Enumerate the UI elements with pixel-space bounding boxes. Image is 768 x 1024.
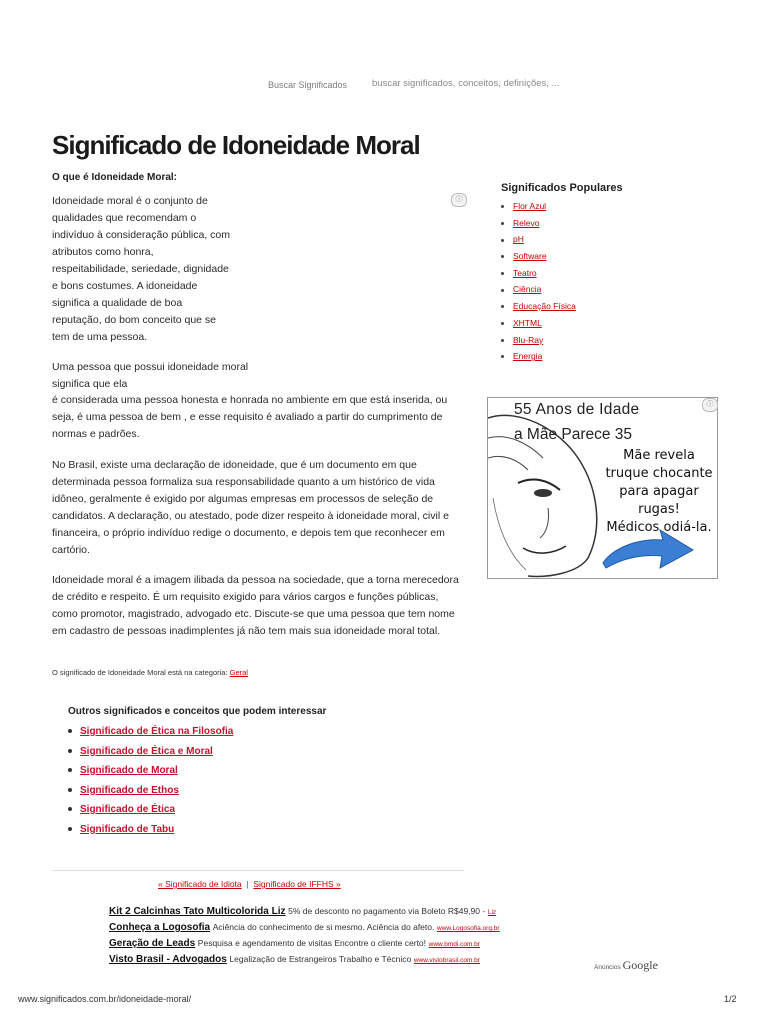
- banner-line: para apagar: [619, 484, 699, 499]
- text-ads: [109, 906, 500, 970]
- category-prefix: O significado de Idoneidade Moral está na categoria:: [52, 668, 228, 677]
- banner-headline-1: 55 Anos de Idade: [514, 401, 640, 418]
- ad-title[interactable]: Conheça a Logosofia: [109, 922, 211, 933]
- ad-info-icon[interactable]: ⓘ: [451, 193, 467, 207]
- bullet: [68, 749, 72, 753]
- ad-row: [109, 922, 500, 938]
- list-item: [68, 824, 233, 844]
- page-title: Significado de Idoneidade Moral: [52, 130, 420, 160]
- category-line: [52, 668, 248, 677]
- bullet: [501, 322, 504, 325]
- popular-link[interactable]: Flor Azul: [513, 201, 547, 211]
- popular-link[interactable]: Software: [513, 251, 547, 262]
- bullet: [501, 272, 504, 275]
- bullet: [501, 255, 504, 258]
- related-link[interactable]: Significado de Tabu: [80, 823, 175, 835]
- ad-desc: Legalização de Estrangeiros Trabalho e Técnico: [229, 954, 412, 964]
- popular-link[interactable]: Blu-Ray: [513, 334, 544, 345]
- list-item: [68, 765, 233, 785]
- ad-title[interactable]: Visto Brasil - Advogados: [109, 954, 227, 965]
- list-item: [68, 746, 233, 766]
- list-item: [501, 201, 576, 218]
- bullet: [68, 768, 72, 772]
- list-item: [68, 804, 233, 824]
- footer-url: www.significados.com.br/idoneidade-moral/: [18, 994, 192, 1004]
- bullet: [501, 222, 504, 225]
- list-item: [501, 351, 576, 368]
- list-item: [501, 251, 576, 268]
- search-input[interactable]: [372, 78, 632, 89]
- ads-by-google[interactable]: [594, 958, 658, 973]
- banner-ad[interactable]: [487, 397, 718, 579]
- list-item: [501, 318, 576, 335]
- article-subtitle: O que é Idoneidade Moral:: [52, 172, 178, 183]
- list-item: [501, 218, 576, 235]
- prev-link[interactable]: « Significado de Idiota: [158, 879, 242, 889]
- popular-link[interactable]: Teatro: [513, 267, 537, 278]
- banner-line: truque chocante: [605, 466, 713, 481]
- banner-line: Médicos odiá-la.: [606, 520, 712, 535]
- bullet: [501, 339, 504, 342]
- list-item: [68, 726, 233, 746]
- related-title: Outros significados e conceitos que podem interessar: [68, 706, 327, 717]
- paragraph-2-start: Uma pessoa que possui idoneidade moral significa que ela: [52, 361, 249, 390]
- bullet: [68, 729, 72, 733]
- banner-line: Mãe revela: [623, 448, 695, 463]
- ad-title[interactable]: Geração de Leads: [109, 938, 196, 949]
- bullet: [68, 827, 72, 831]
- ad-title[interactable]: Kit 2 Calcinhas Tato Multicolorida Liz: [109, 906, 286, 917]
- ad-row: [109, 906, 500, 922]
- category-link[interactable]: Geral: [229, 668, 248, 677]
- bullet: [501, 289, 504, 292]
- banner-line: rugas!: [638, 502, 680, 517]
- banner-headline-2: a Mãe Parece 35: [514, 426, 633, 443]
- search-label: Buscar Significados: [268, 80, 348, 90]
- ad-info-icon[interactable]: ⓘ: [702, 398, 718, 412]
- pager-separator: |: [246, 879, 249, 889]
- paragraph-1: Idoneidade moral é o conjunto de qualidades que recomendam o indivíduo à consideração pública, com atributos como honra, respeitabilidade, seriedade, dignidade e bons costumes. A idoneidade significa a qualidade de boa reputação, do bom conceito que se tem de uma pessoa.: [52, 195, 231, 343]
- bullet: [68, 788, 72, 792]
- ad-url[interactable]: www.Logosofia.org.br: [437, 925, 500, 932]
- ad-url[interactable]: Liz: [487, 909, 497, 916]
- popular-link[interactable]: Energia: [513, 351, 543, 362]
- popular-link[interactable]: XHTML: [513, 317, 542, 328]
- bullet: [501, 205, 504, 208]
- popular-link[interactable]: pH: [513, 234, 524, 245]
- related-link[interactable]: Significado de Ética e Moral: [80, 745, 213, 757]
- paragraph-3: No Brasil, existe uma declaração de idoneidade, que é um documento em que determinada pessoa formaliza sua responsabilidade quanto a um histórico de vida idôneo, geralmente é exigido por algumas empresas em processos de seleção de candidatos. A declaração, ou atestado, pode dizer respeito à idoneidade moral, civil e financeira, o próprio indivíduo redige o documento, e depois tem que reconhecer em cartório.: [52, 459, 449, 556]
- sidebar-title: Significados Populares: [501, 182, 623, 194]
- bullet: [68, 807, 72, 811]
- ad-url[interactable]: www.bmdi.com.br: [428, 941, 480, 948]
- pager: [158, 879, 341, 889]
- ad-url[interactable]: www.vistobrasil.com.br: [413, 957, 480, 964]
- popular-list: [501, 201, 576, 368]
- ad-row: [109, 954, 500, 970]
- bullet: [501, 239, 504, 242]
- list-item: [68, 785, 233, 805]
- ads-label: Anúncios: [594, 964, 621, 971]
- ad-row: [109, 938, 500, 954]
- related-link[interactable]: Significado de Ética: [80, 804, 176, 815]
- ad-desc: Aciência do conhecimento de si mesmo. Aciência do afeto.: [212, 922, 435, 932]
- popular-link[interactable]: Relevo: [513, 217, 540, 228]
- related-list: [68, 726, 233, 843]
- divider: [52, 870, 464, 871]
- ad-desc: 5% de desconto no pagamento via Boleto R$49,90 -: [288, 906, 486, 916]
- paragraph-2-rest: é considerada uma pessoa honesta e honrada no ambiente em que está inserida, ou seja, é uma pessoa de bem , e esse requisito é avaliado a partir do cumprimento de normas e padrões.: [52, 394, 448, 440]
- next-link[interactable]: Significado de IFFHS »: [253, 879, 341, 889]
- popular-link[interactable]: Ciência: [513, 284, 542, 295]
- related-link[interactable]: Significado de Ethos: [80, 784, 179, 796]
- popular-link[interactable]: Educação Física: [513, 301, 576, 312]
- bullet: [501, 305, 504, 308]
- paragraph-4: Idoneidade moral é a imagem ilibada da pessoa na sociedade, que a torna merecedora de crédito e respeito. É um requisito exigido para vários cargos e funções públicas, como promotor, magistrado, advogado etc. Discute-se que uma pessoa que tem nome em cadastro de pessoas inadimplentes já não tem mais sua idoneidade moral total.: [52, 574, 459, 637]
- list-item: [501, 284, 576, 301]
- ad-desc: Pesquisa e agendamento de visitas Encontre o cliente certo!: [197, 938, 427, 948]
- list-item: [501, 335, 576, 352]
- page-number: 1/2: [724, 994, 737, 1004]
- list-item: [501, 268, 576, 285]
- google-logo: Google: [622, 958, 658, 972]
- bullet: [501, 355, 504, 358]
- search-bar: [268, 80, 365, 90]
- list-item: [501, 234, 576, 251]
- related-link[interactable]: Significado de Moral: [80, 765, 178, 776]
- list-item: [501, 301, 576, 318]
- related-link[interactable]: Significado de Ética na Filosofia: [80, 726, 234, 737]
